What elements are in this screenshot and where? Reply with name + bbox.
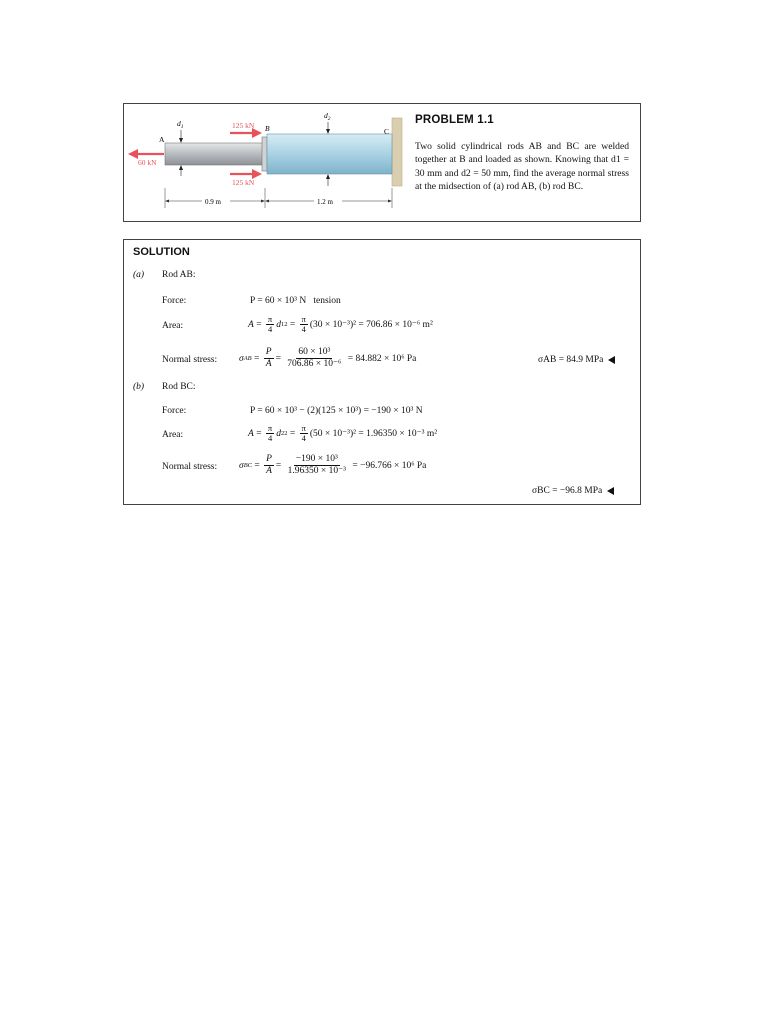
load-bottom-label: 125 kN [232,178,255,187]
part-a-stress-eq: σ AB = $\frac{P}{A}$ = $\frac{\text{60 × 10³}}{\text{706.86 × 10⁻⁶}}$ = 84.882 × 10⁶ Pa [239,347,417,369]
part-b-stress-label: Normal stress: [162,462,218,472]
solution-box [123,239,641,505]
part-a-stress-label: Normal stress: [162,355,218,365]
part-a-stress-num: 60 × 10³ [298,347,331,357]
part-b-area-eq: A = $\frac{\pi}{4}$ d 2 2 = $\frac{\pi}{4}$ (50 × 10⁻³)² = 1.96350 × 10⁻³ m² [248,423,438,443]
part-b-stress-num: −190 × 10³ [295,454,338,464]
solution-title: SOLUTION [133,246,190,258]
part-b-answer: σBC = −96.8 MPa [532,486,614,496]
part-b-area-value: (50 × 10⁻³)² = 1.96350 × 10⁻³ m² [309,429,438,439]
point-a-label: A [159,135,165,144]
weld-ring [262,137,267,171]
part-b-stress-den: 1.96350 × 10⁻³ [287,466,347,476]
d2-label: $d_2$ [324,111,331,122]
part-a-heading: Rod AB: [162,270,196,280]
part-a-stress-den: 706.86 × 10⁻⁶ [287,359,342,369]
part-a-force-label: Force: [162,296,187,306]
part-b-stress-value: = −96.766 × 10⁶ Pa [352,460,427,471]
rod-bc [267,134,392,174]
load-left-label: 60 kN [138,158,157,167]
part-b-force-label: Force: [162,406,187,416]
part-b-marker: (b) [133,382,145,392]
part-a-force-eq: P = 60 × 10³ N tension [250,296,341,306]
point-b-label: B [265,124,270,133]
part-a-area-eq: A = $\frac{\pi}{4}$ d 1 2 = $\frac{\pi}{4}$ (30 × 10⁻³)² = 706.86 × 10⁻⁶ m² [248,314,433,334]
part-a-answer: σAB = 84.9 MPa [538,355,615,365]
part-b-force-eq: P = 60 × 10³ − (2)(125 × 10³) = −190 × 10³ N [250,406,423,416]
rod-ab [165,143,265,165]
d1-label: $d_1$ [177,119,184,130]
part-b-heading: Rod BC: [162,382,196,392]
part-b-stress-eq: σ BC = $\frac{P}{A}$ = $\frac{\text{−190 × 10³}}{\text{1.96350 × 10⁻³}}$ = −96.766 × 10⁶ Pa [239,454,427,476]
rod-diagram [124,104,414,221]
part-a-area-value: (30 × 10⁻³)² = 706.86 × 10⁻⁶ m² [309,320,433,330]
problem-title: PROBLEM 1.1 [415,114,494,126]
part-a-marker: (a) [133,270,145,280]
part-a-area-label: Area: [162,321,184,331]
wall-support [392,118,402,186]
dim-bc-label: 1.2 m [317,198,333,206]
problem-box [123,103,641,222]
answer-marker-icon [607,487,614,495]
load-top-label: 125 kN [232,121,255,130]
point-c-label: C [384,127,390,136]
dim-ab-label: 0.9 m [205,198,221,206]
part-a-stress-value: = 84.882 × 10⁶ Pa [347,353,417,364]
answer-marker-icon [608,356,615,364]
part-b-area-label: Area: [162,430,184,440]
problem-statement: Two solid cylindrical rods AB and BC are welded together at B and loaded as shown. Knowing that d1 = 30 mm and d2 = 50 mm, find the average normal stress at the midsection of (a) rod AB, (b) rod BC. [415,141,629,192]
